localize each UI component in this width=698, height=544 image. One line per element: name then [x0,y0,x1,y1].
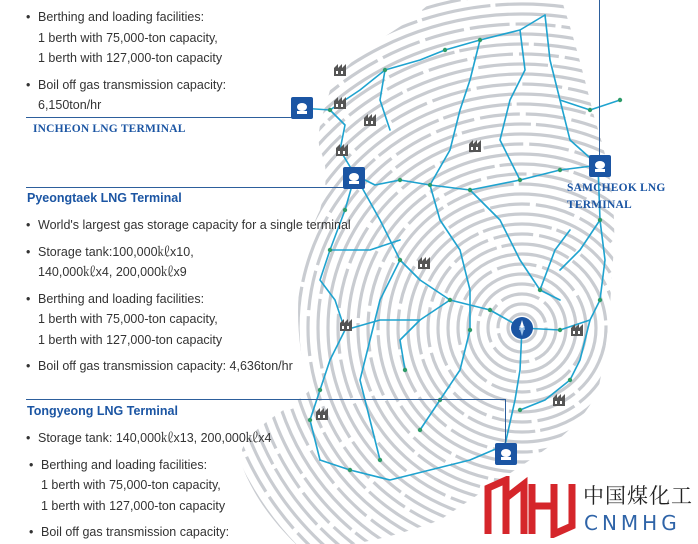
lng-terminal-tank-icon [494,442,518,466]
pyeongtaek-leader-line [26,187,354,188]
incheon-berthing-item [26,7,226,28]
pyeongtaek-record-text: World's largest gas storage capacity for a single terminal [38,218,351,232]
pipeline-station [403,368,407,372]
pyeongtaek-storage-text: Storage tank:100,000㎘x10, [38,244,194,259]
incheon-leader-line [26,117,302,118]
pyeongtaek-berthing-label: Berthing and loading facilities: [38,291,205,306]
pipeline-station [518,178,522,182]
pyeongtaek-bog-text: Boil off gas transmission capacity: 4,636ton/hr [38,359,293,373]
pipeline-station [343,208,347,212]
pipeline-station [308,418,312,422]
pyeongtaek-details [26,215,351,377]
pipeline-station [468,188,472,192]
cnmhg-logo-mark [484,476,576,538]
pipeline-station [348,468,352,472]
incheon-berth-1: 1 berth with 75,000-ton capacity, [38,30,218,45]
factory-icon [336,144,348,156]
tongyeong-bog-text: Boil off gas transmission capacity: [41,525,230,539]
pipeline-station [398,258,402,262]
pipeline-station [383,68,387,72]
tongyeong-details [26,428,272,543]
samcheok-label-line2: TERMINAL [567,199,632,211]
compass-icon [511,317,533,339]
samcheok-label-line1: SAMCHEOK LNG [567,182,666,194]
tongyeong-berth-1: 1 berth with 75,000-ton capacity, [41,478,221,492]
pipeline-station [488,308,492,312]
pipeline-station [518,408,522,412]
factory-icon [316,408,328,420]
lng-terminal-tank-icon [290,96,314,120]
samcheok-terminal-label [567,180,666,214]
pipeline-station [598,298,602,302]
pipeline-station [568,378,572,382]
incheon-bog-value: 6,150ton/hr [38,98,102,112]
pipeline-station [378,458,382,462]
tongyeong-leader-line [26,399,506,400]
incheon-berthing-label: Berthing and loading facilities: [38,10,205,24]
tongyeong-vertical-leader [505,399,506,445]
pyeongtaek-storage-cont: 140,000㎘x4, 200,000㎘x9 [38,265,187,279]
pipeline-station [478,38,482,42]
pipeline-station [618,98,622,102]
tongyeong-storage-item [26,428,272,449]
logo-chinese-name: 中国煤化工 [583,484,693,508]
pipeline-station [418,428,422,432]
tongyeong-berth-2: 1 berth with 127,000-ton capacity [41,498,226,513]
incheon-bog-item [26,75,226,96]
incheon-terminal-label: INCHEON LNG TERMINAL [33,123,186,135]
tongyeong-berthing-label: Berthing and loading facilities: [41,457,208,472]
incheon-bog-label: Boil off gas transmission capacity: [38,77,227,92]
pyeongtaek-storage-record [26,215,351,236]
pipeline-station [448,298,452,302]
tongyeong-bog-item [29,522,272,543]
pyeongtaek-berth-2: 1 berth with 127,000-ton capacity [38,332,223,347]
pipeline-station [558,168,562,172]
incheon-details [26,7,226,116]
factory-icon [334,64,346,76]
pipeline-station [588,108,592,112]
pyeongtaek-berth-1: 1 berth with 75,000-ton capacity, [38,312,218,326]
pyeongtaek-title: Pyeongtaek LNG Terminal [27,191,182,205]
pipeline-station [443,48,447,52]
lng-terminal-tank-icon [588,154,612,178]
pipeline-station [468,328,472,332]
lng-terminal-tank-icon [342,166,366,190]
pipeline-station [318,388,322,392]
pyeongtaek-storage-item [26,242,351,263]
tongyeong-storage-text: Storage tank: 140,000㎘x13, 200,000㎘x4 [38,431,272,445]
pyeongtaek-bog-item [26,356,351,377]
pipeline-station [428,183,432,187]
tongyeong-title: Tongyeong LNG Terminal [27,404,178,418]
pipeline-station [558,328,562,332]
samcheok-vertical-leader [599,0,600,160]
tongyeong-berthing-item [29,455,272,476]
pyeongtaek-berthing-item [26,289,351,310]
pipeline-station [598,218,602,222]
logo-english-name: CNMHG [584,511,681,535]
pipeline-station [328,108,332,112]
incheon-berth-2: 1 berth with 127,000-ton capacity [38,51,223,65]
pipeline-station [538,288,542,292]
pipeline-station [398,178,402,182]
